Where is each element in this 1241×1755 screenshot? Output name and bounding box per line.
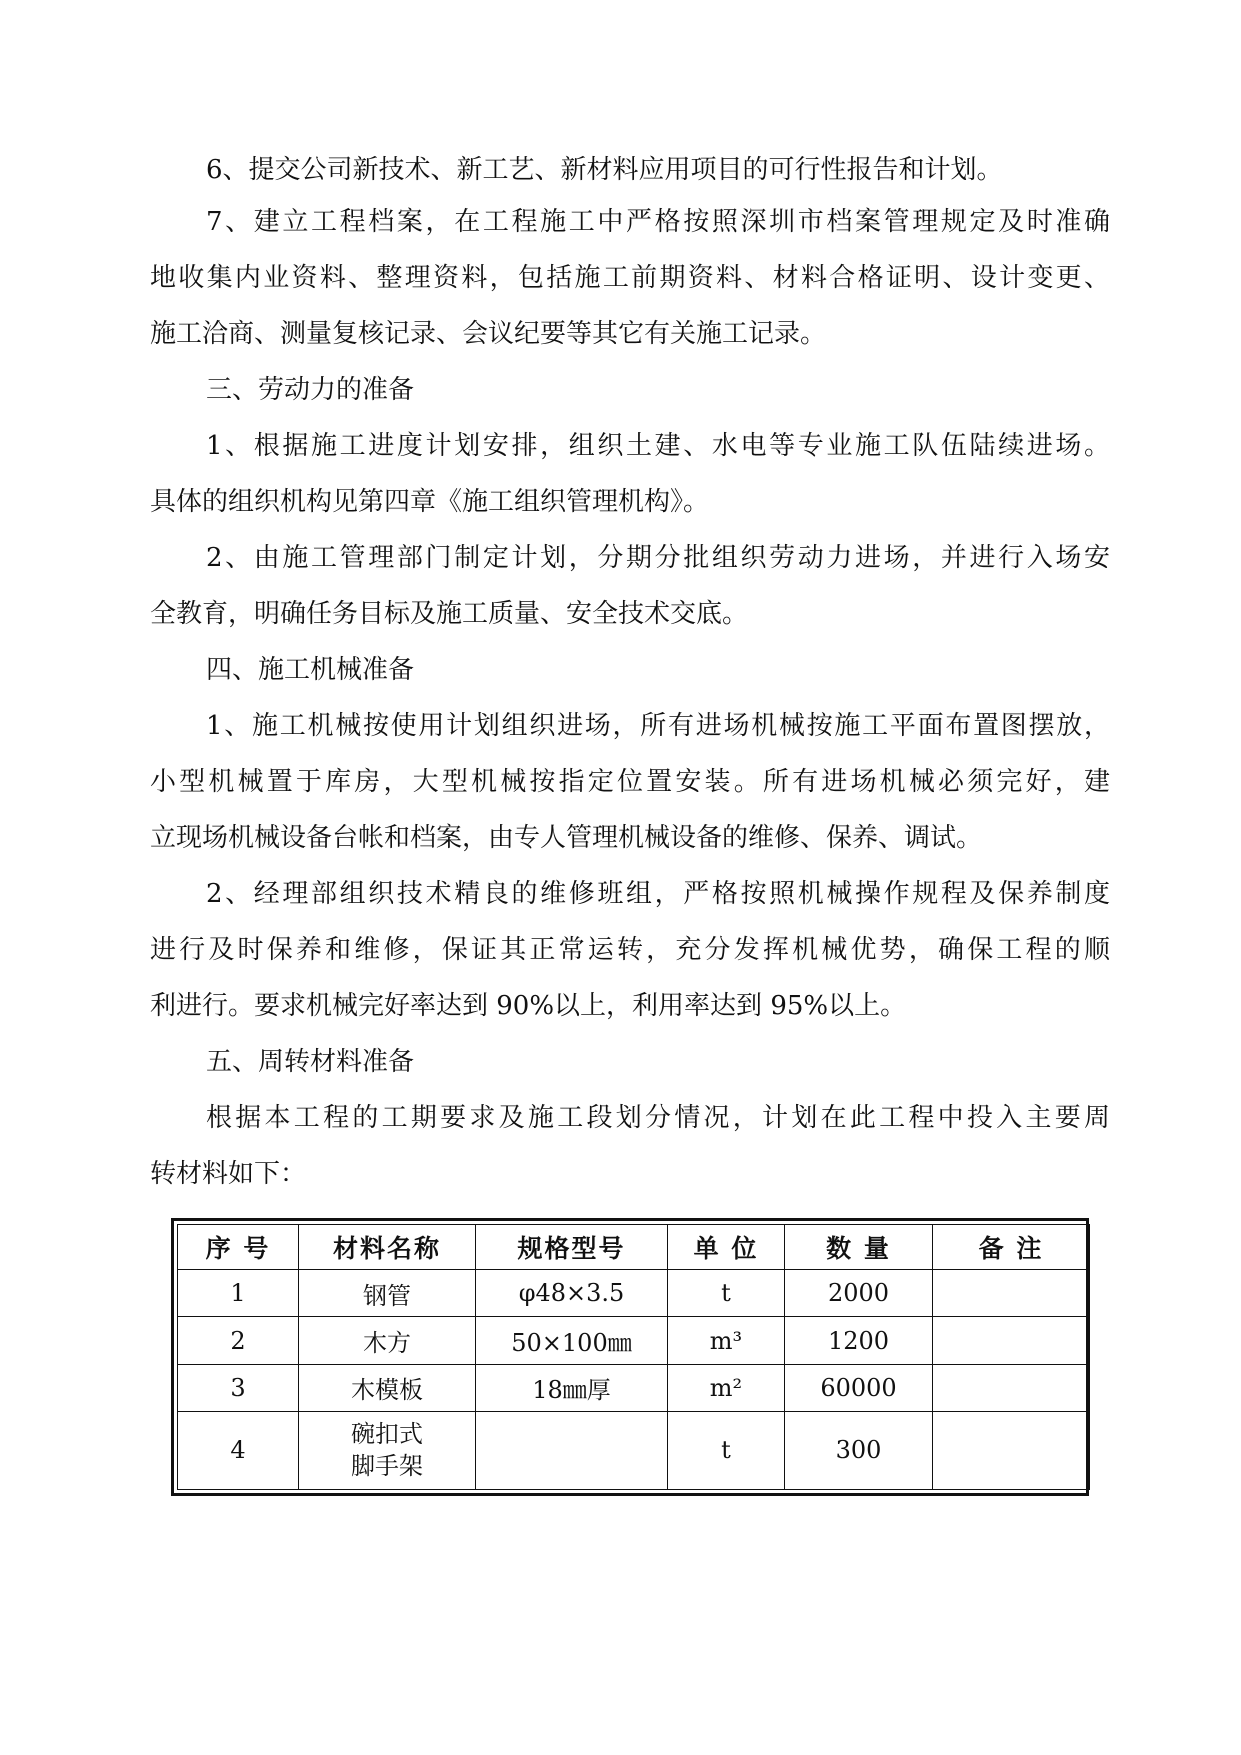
paragraph-line: 根据本工程的工期要求及施工段划分情况，计划在此工程中投入主要周 bbox=[206, 1103, 1110, 1133]
paragraph-line: 进行及时保养和维修，保证其正常运转，充分发挥机械优势，确保工程的顺 bbox=[150, 935, 1110, 965]
cell-serial: 2 bbox=[178, 1317, 299, 1364]
table-header-row bbox=[178, 1225, 1090, 1270]
cell-remarks bbox=[933, 1270, 1090, 1317]
paragraph-line: 转材料如下： bbox=[150, 1159, 307, 1189]
cell-serial: 4 bbox=[178, 1411, 299, 1489]
cell-name: 木模板 bbox=[299, 1364, 476, 1411]
cell-unit: t bbox=[668, 1411, 785, 1489]
paragraph-line: 6、提交公司新技术、新工艺、新材料应用项目的可行性报告和计划。 bbox=[206, 155, 1003, 185]
cell-name bbox=[299, 1411, 476, 1489]
cell-unit: m³ bbox=[668, 1317, 785, 1364]
table-row bbox=[178, 1270, 1090, 1317]
cell-quantity: 1200 bbox=[785, 1317, 933, 1364]
cell-spec bbox=[476, 1411, 668, 1489]
paragraph-line: 具体的组织机构见第四章《施工组织管理机构》。 bbox=[150, 487, 710, 517]
paragraph-line: 施工洽商、测量复核记录、会议纪要等其它有关施工记录。 bbox=[150, 319, 827, 349]
header-remarks: 备 注 bbox=[933, 1225, 1090, 1270]
cell-unit: m² bbox=[668, 1364, 785, 1411]
cell-quantity: 60000 bbox=[785, 1364, 933, 1411]
header-unit: 单 位 bbox=[668, 1225, 785, 1270]
cell-serial: 1 bbox=[178, 1270, 299, 1317]
paragraph-line: 1、根据施工进度计划安排，组织土建、水电等专业施工队伍陆续进场。 bbox=[206, 431, 1110, 461]
section-heading: 四、施工机械准备 bbox=[206, 655, 415, 685]
cell-quantity: 2000 bbox=[785, 1270, 933, 1317]
cell-name-line2: 脚手架 bbox=[351, 1452, 423, 1481]
paragraph-line: 立现场机械设备台帐和档案，由专人管理机械设备的维修、保养、调试。 bbox=[150, 823, 983, 853]
paragraph-line: 全教育，明确任务目标及施工质量、安全技术交底。 bbox=[150, 599, 749, 629]
paragraph-line: 2、经理部组织技术精良的维修班组，严格按照机械操作规程及保养制度 bbox=[206, 879, 1110, 909]
paragraph-line: 7、建立工程档案，在工程施工中严格按照深圳市档案管理规定及时准确 bbox=[206, 207, 1110, 237]
section-heading: 三、劳动力的准备 bbox=[206, 375, 415, 405]
cell-remarks bbox=[933, 1411, 1090, 1489]
cell-name: 木方 bbox=[299, 1317, 476, 1364]
cell-unit: t bbox=[668, 1270, 785, 1317]
header-spec: 规格型号 bbox=[476, 1225, 668, 1270]
cell-spec: 18㎜厚 bbox=[476, 1364, 668, 1411]
cell-spec: 50×100㎜ bbox=[476, 1317, 668, 1364]
table-row bbox=[178, 1317, 1090, 1364]
cell-name-line1: 碗扣式 bbox=[351, 1420, 423, 1449]
paragraph-line: 1、施工机械按使用计划组织进场，所有进场机械按施工平面布置图摆放， bbox=[206, 711, 1110, 741]
materials-table bbox=[171, 1218, 1089, 1496]
paragraph-line: 利进行。要求机械完好率达到 90%以上，利用率达到 95%以上。 bbox=[150, 991, 907, 1021]
table-row bbox=[178, 1364, 1090, 1411]
cell-remarks bbox=[933, 1364, 1090, 1411]
cell-remarks bbox=[933, 1317, 1090, 1364]
header-material-name: 材料名称 bbox=[299, 1225, 476, 1270]
cell-name: 钢管 bbox=[299, 1270, 476, 1317]
section-heading: 五、周转材料准备 bbox=[206, 1047, 415, 1077]
table-row bbox=[178, 1411, 1090, 1489]
paragraph-line: 2、由施工管理部门制定计划，分期分批组织劳动力进场，并进行入场安 bbox=[206, 543, 1110, 573]
cell-quantity: 300 bbox=[785, 1411, 933, 1489]
paragraph-line: 小型机械置于库房，大型机械按指定位置安装。所有进场机械必须完好，建 bbox=[150, 767, 1110, 797]
paragraph-line: 地收集内业资料、整理资料，包括施工前期资料、材料合格证明、设计变更、 bbox=[150, 263, 1110, 293]
cell-serial: 3 bbox=[178, 1364, 299, 1411]
header-serial: 序 号 bbox=[178, 1225, 299, 1270]
cell-spec: φ48×3.5 bbox=[476, 1270, 668, 1317]
header-quantity: 数 量 bbox=[785, 1225, 933, 1270]
